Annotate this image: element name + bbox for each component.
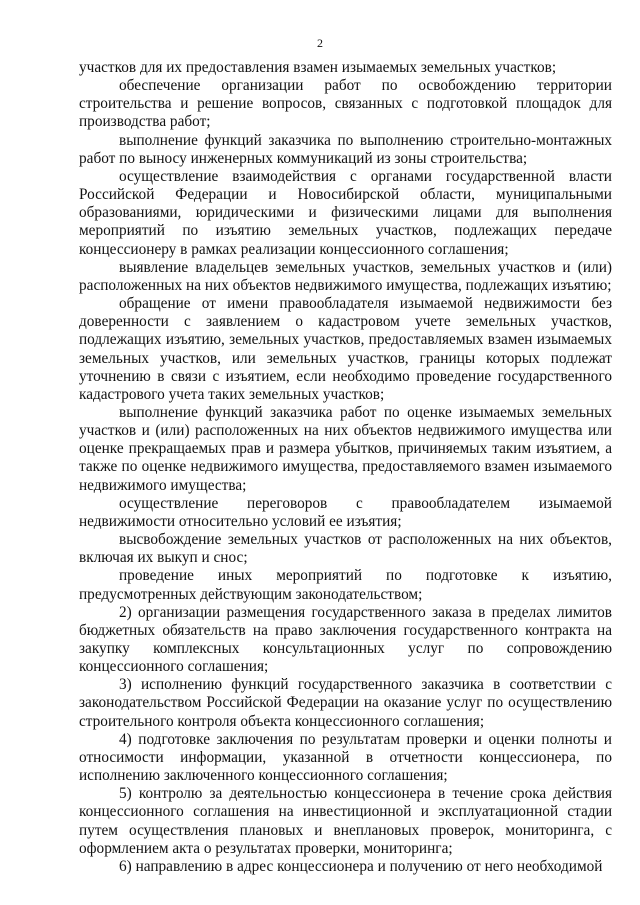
numbered-paragraph: 4) подготовке заключения по результатам проверки и оценки полноты и относимости информации, указанной в отчетности концессионера, по исполнению заключенного концессионного соглашения; <box>79 730 612 785</box>
paragraph-continuation: участков для их предоставления взамен изымаемых земельных участков; <box>79 59 557 76</box>
numbered-paragraph: 3) исполнению функций государственного заказчика в соответствии с законодательством Российской Федерации на оказание услуг по осуществлению строительного контроля объекта концессионного соглашения; <box>79 676 612 730</box>
numbered-paragraph: 5) контролю за деятельностью концессионера в течение срока действия концессионного соглашения на инвестиционной и эксплуатационной стадии путем осуществления плановых и внеплановых проверок, мониторинга, с оформлением акта о результатах проверки, мониторинга; <box>79 785 612 857</box>
paragraph: проведение иных мероприятий по подготовке к изъятию, предусмотренных действующим законодательством; <box>79 567 612 603</box>
paragraph: высвобождение земельных участков от расположенных на них объектов, включая их выкуп и снос; <box>79 531 612 567</box>
paragraph: обращение от имени правообладателя изымаемой недвижимости без доверенности с заявлением о кадастровом учете земельных участков, подлежащих изъятию, земельных участков, предоставляемых взамен изымаемых земельных участков, или земельных участков, границы которых подлежат уточнению в связи с изъятием, если необходимо проведение государственного кадастрового учета таких земельных участков; <box>79 295 612 403</box>
numbered-paragraph: 2) организации размещения государственного заказа в пределах лимитов бюджетных обязательств на право заключения государственного контракта на закупку комплексных консультационных услуг по сопровождению концессионного соглашения; <box>79 603 612 676</box>
paragraph: осуществление взаимодействия с органами государственной власти Российской Федерации и Новосибирской области, муниципальными образованиями, юридическими и физическими лицами для выполнения мероприятий по изъятию земельных участков, подлежащих передаче концессионеру в рамках реализации концессионного соглашения; <box>79 167 612 258</box>
paragraph: осуществление переговоров с правообладателем изымаемой недвижимости относительно условий ее изъятия; <box>79 494 612 530</box>
paragraph: выявление владельцев земельных участков, земельных участков и (или) расположенных на них объектов недвижимого имущества, подлежащих изъятию; <box>79 258 612 294</box>
paragraph: выполнение функций заказчика по выполнению строительно-монтажных работ по выносу инженерных коммуникаций из зоны строительства; <box>79 131 612 167</box>
page-number: 2 <box>317 36 323 50</box>
document-body <box>79 59 612 876</box>
paragraph: обеспечение организации работ по освобождению территории строительства и решение вопросов, связанных с подготовкой площадок для производства работ; <box>79 77 612 131</box>
numbered-paragraph: 6) направлению в адрес концессионера и получению от него необходимой <box>119 857 603 875</box>
paragraph: выполнение функций заказчика работ по оценке изымаемых земельных участков и (или) расположенных на них объектов недвижимого имущества или оценке прекращаемых прав и размера убытков, причиняемых таким изъятием, а также по оценке недвижимого имущества, предоставляемого взамен изымаемого недвижимого имущества; <box>79 403 612 494</box>
